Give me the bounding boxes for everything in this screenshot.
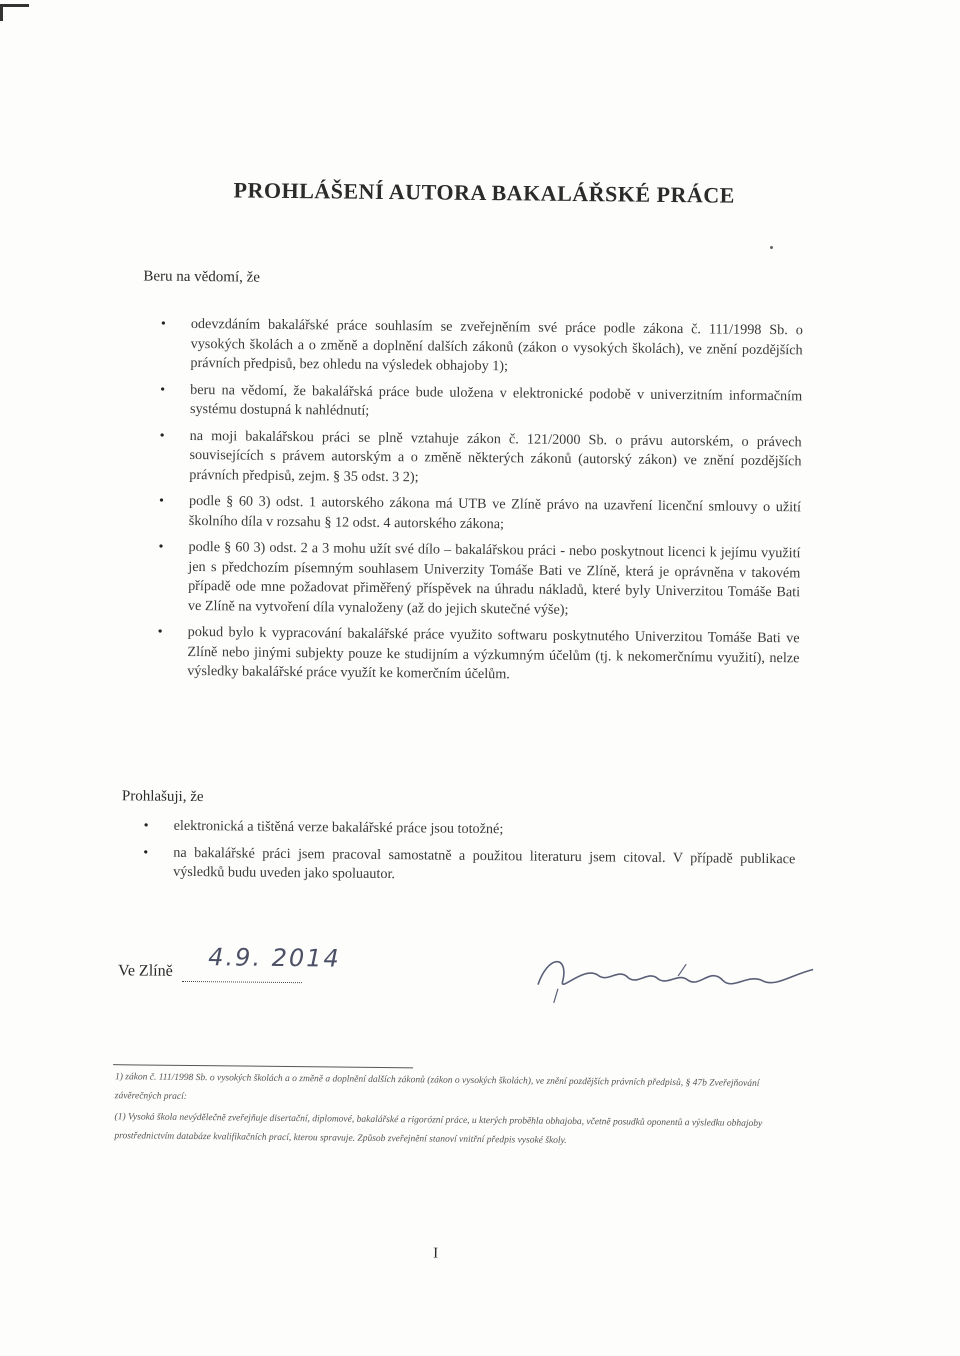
bullet-icon: •	[157, 624, 163, 640]
list-item-text: beru na vědomí, že bakalářská práce bude uložena v elektronické podobě v univerzitním informačním systému dostupná k nahlédnutí;	[189, 381, 803, 419]
list-item-text: elektronická a tištěná verze bakalářské práce jsou totožné;	[173, 817, 504, 838]
list-item	[151, 426, 802, 491]
list-item	[136, 816, 796, 842]
list-item	[149, 623, 800, 688]
bullet-icon: •	[158, 493, 165, 509]
footnote-1: 1) zákon č. 111/1998 Sb. o vysokých školách a o změně a doplnění dalších zákonů (zákon o vysokých školách), ve znění pozdějších právních předpisů, § 47b Zveřejňování závěrečných prací:	[114, 1072, 760, 1102]
bullet-icon: •	[143, 844, 149, 861]
intro-heading-2: Prohlašuji, že	[121, 788, 204, 806]
page-number: I	[433, 1245, 439, 1262]
intro-heading-1: Beru na vědomí, že	[143, 268, 261, 286]
place-label: Ve Zlíně	[118, 962, 173, 980]
bullet-icon: •	[143, 818, 149, 834]
list-item	[151, 492, 801, 538]
declaration-list	[135, 816, 796, 895]
list-item-text: odevzdáním bakalářské práce souhlasím se zveřejněním své práce podle zákona č. 111/1998 Sb. o vysokých školách a o změně a doplnění dalších zákonů (zákon o vysokých školách), ve znění pozdějších právních předpisů, bez ohledu na výsledek obhajoby 1);	[190, 315, 803, 375]
handwritten-date: 4.9. 2014	[208, 943, 341, 973]
list-item-text: podle § 60 3) odst. 1 autorského zákona má UTB ve Zlíně právo na uzavření licenční smlouvy o užití školního díla v rozsahu § 12 odst. 4 autorského zákona;	[188, 492, 802, 532]
list-item-text: na moji bakalářskou práci se plně vztahuje zákon č. 121/2000 Sb. o právu autorském, o právech souvisejících s právem autorským a o změně některých zákonů (autorský zákon) ve znění pozdějších právních předpisů, zejm. § 35 odst. 3 2);	[189, 427, 802, 485]
bullet-icon: •	[160, 316, 166, 332]
handwritten-signature	[528, 945, 819, 1008]
document-title: PROHLÁŠENÍ AUTORA BAKALÁŘSKÉ PRÁCE	[233, 177, 736, 208]
footnote-2: (1) Vysoká škola nevýdělečně zveřejňuje disertační, diplomové, bakalářské a rigorózní práce, u kterých proběhla obhajoba, včetně posudků oponentů a výsledku obhajoby prostřednictvím databáze kvalifikačních prací, kterou spravuje. Způsob zveřejnění stanoví vnitřní předpis vysoké školy.	[114, 1112, 763, 1146]
footnotes	[114, 1068, 785, 1155]
list-item-text: podle § 60 3) odst. 2 a 3 mohu užít své dílo – bakalářskou práci - nebo poskytnout licenci k jejímu využití jen s předchozím písemným souhlasem Univerzity Tomáše Bati ve Zlíně, která je oprávněna v takovém případě ode mne požadovat přiměřený příspěvek na úhradu nákladů, které byly Univerzitou Tomáše Bati ve Zlíně na vytvoření díla vynaloženy (až do jejich skutečné výše);	[187, 538, 801, 618]
acknowledgement-list	[149, 315, 803, 695]
bullet-icon: •	[158, 539, 164, 555]
scan-speck	[770, 246, 773, 249]
list-item	[152, 380, 802, 426]
list-item-text: pokud bylo k vypracování bakalářské práce využito softwaru poskytnutého Univerzitou Tomáše Bati ve Zlíně nebo jinými subjekty pouze ke studijním a výzkumným účelům (tj. k nekomerčnímu využití), nelze výsledky bakalářské práce využít ke komerčním účelům.	[187, 623, 800, 683]
list-item	[150, 538, 801, 623]
list-item-text: na bakalářské práci jsem pracoval samostatně a použitou literaturu jsem citoval. V případě publikace výsledků budu uveden jako spoluautor.	[173, 844, 796, 883]
list-item	[152, 315, 803, 380]
bullet-icon: •	[160, 382, 166, 398]
list-item	[135, 843, 795, 889]
bullet-icon: •	[159, 428, 165, 444]
signature-row	[118, 943, 818, 1011]
